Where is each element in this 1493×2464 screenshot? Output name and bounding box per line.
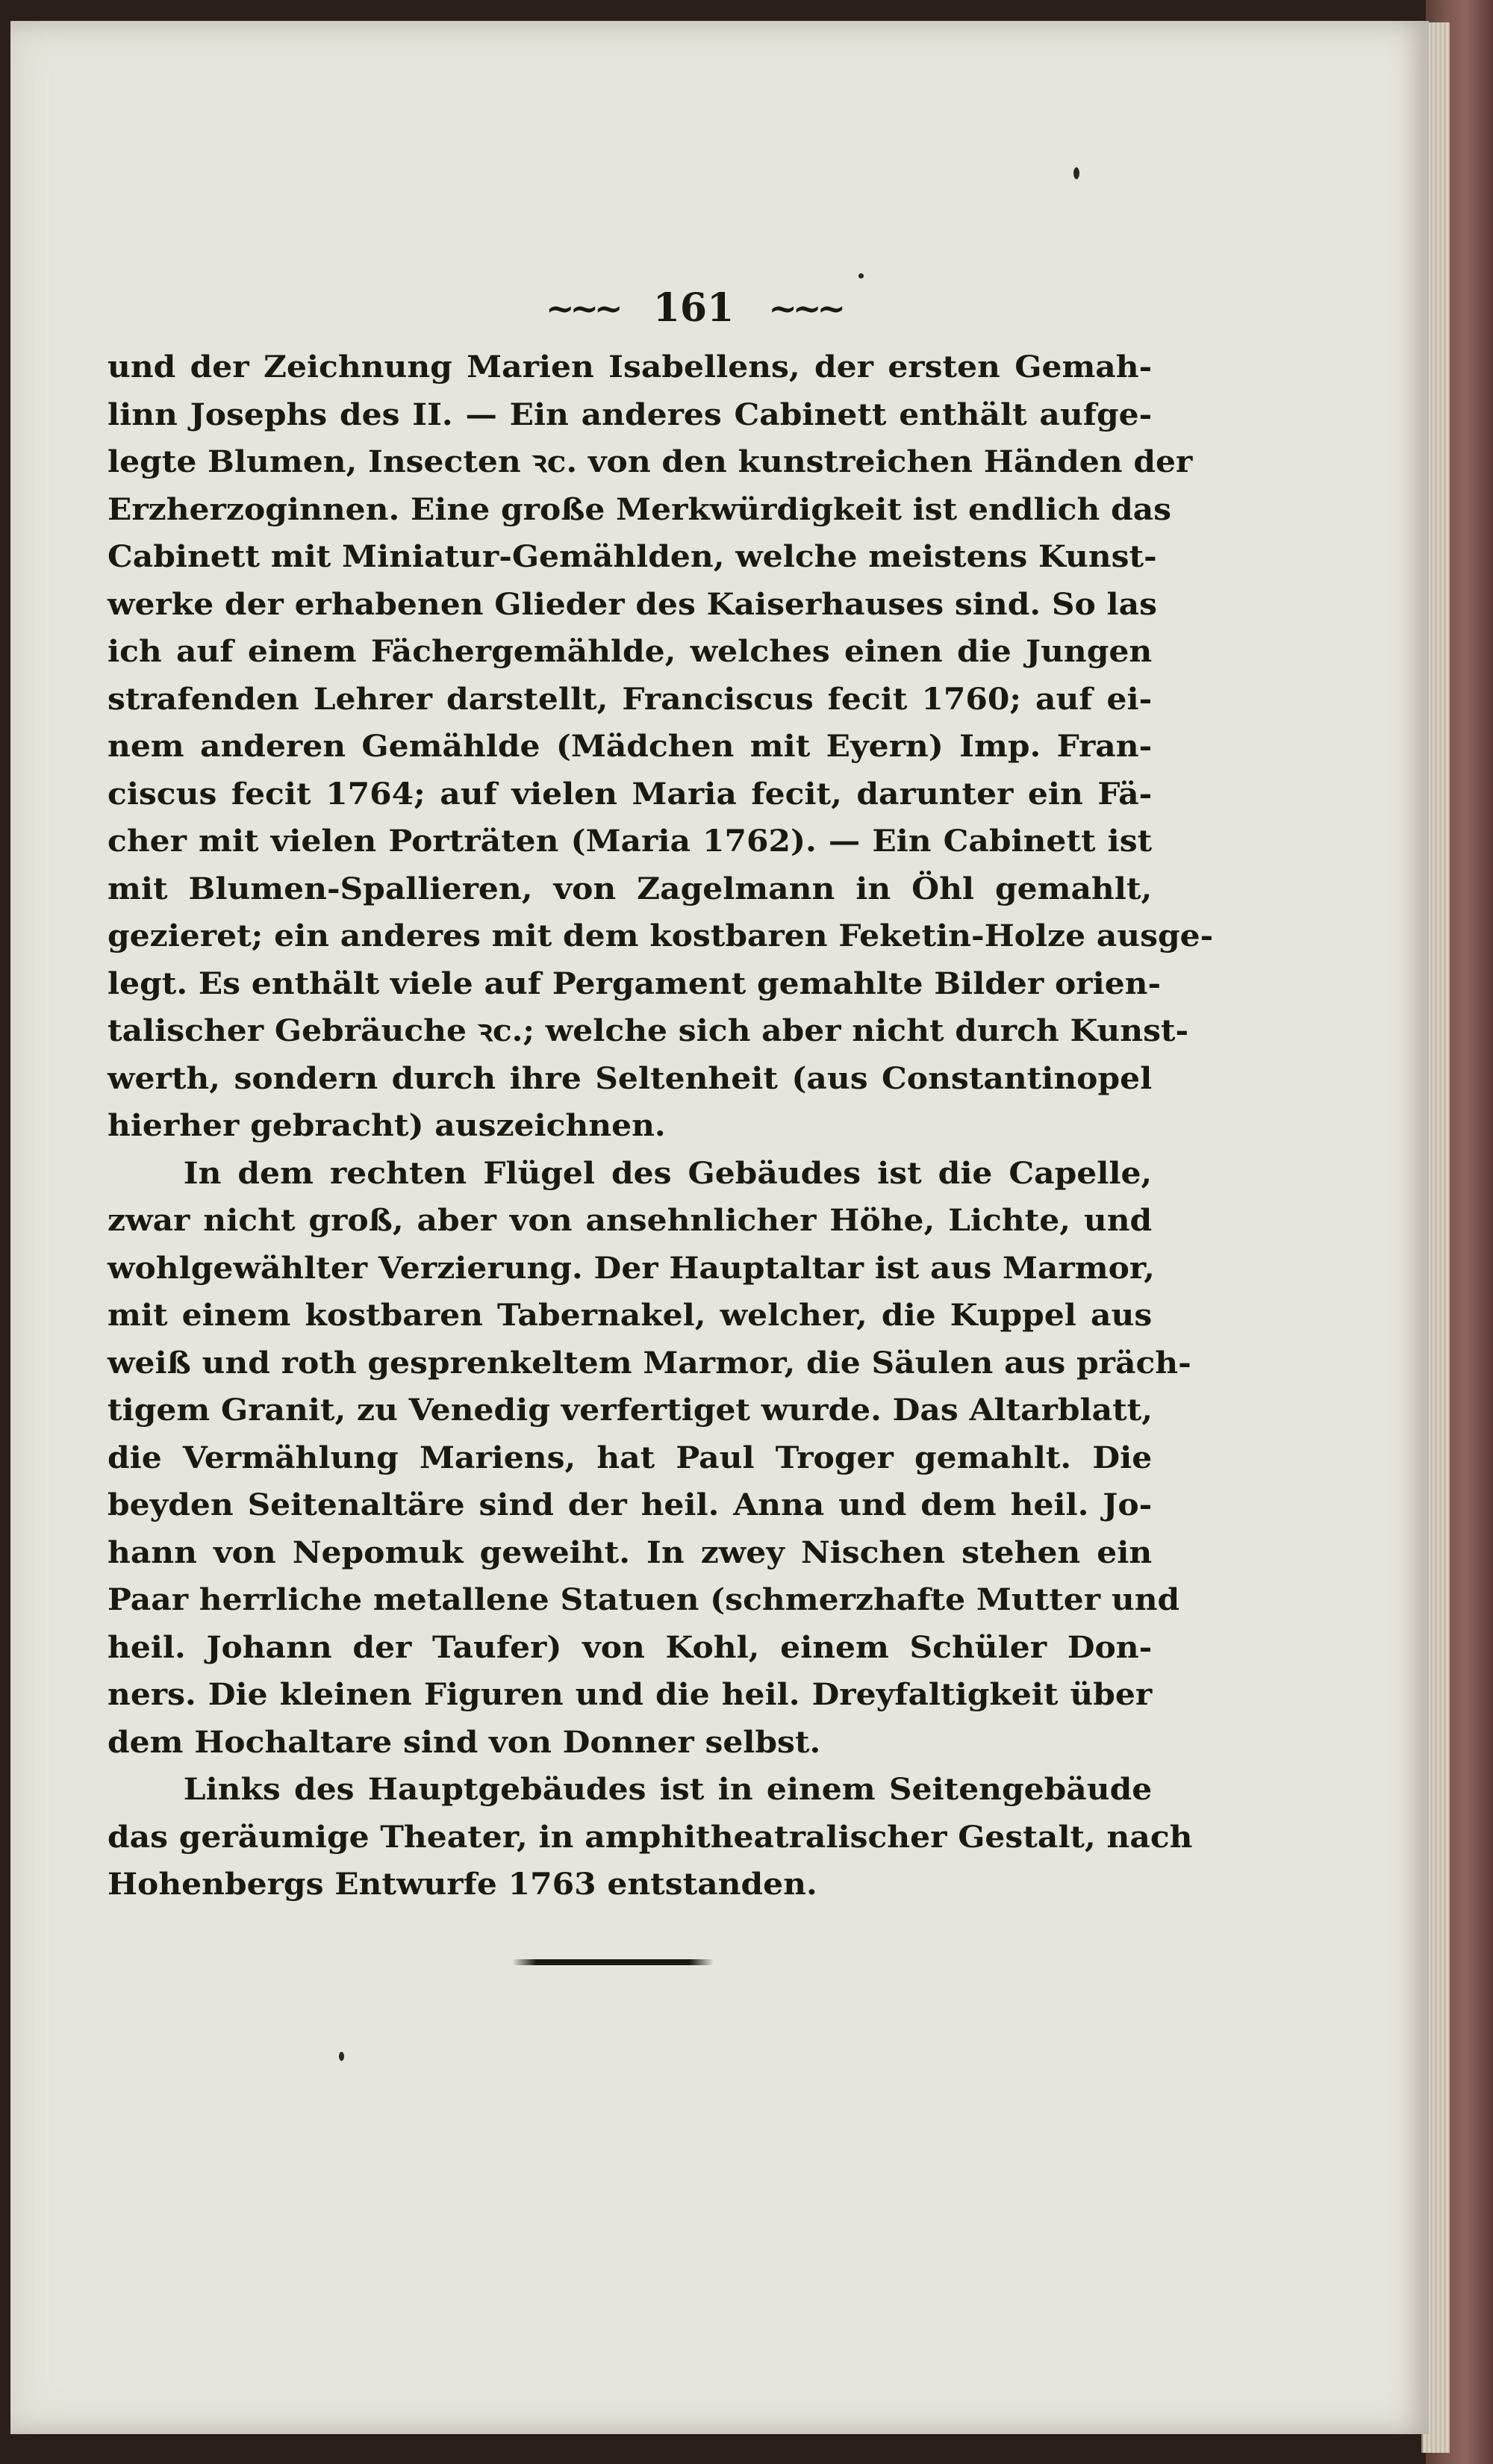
book-page (10, 21, 1429, 2434)
text-line: tigem Granit, zu Venedig verfertiget wurde. Das Altarblatt, (107, 1393, 1153, 1428)
text-line: gezieret; ein anderes mit dem kostbaren Feketin-Holze ausge- (107, 918, 1214, 953)
text-line: nem anderen Gemählde (Mädchen mit Eyern) Imp. Fran- (107, 729, 1153, 764)
text-line: Erzherzoginnen. Eine große Merkwürdigkeit ist endlich das (107, 491, 1172, 527)
end-rule (512, 1959, 714, 1965)
text-line: Links des Hauptgebäudes ist in einem Seitengebäude (183, 1772, 1153, 1807)
text-line: und der Zeichnung Marien Isabellens, der ersten Gemah- (107, 349, 1153, 385)
paper-speck (858, 273, 864, 279)
text-line: Paar herrliche metallene Statuen (schmerzhafte Mutter und (107, 1582, 1180, 1617)
text-line: das geräumige Theater, in amphitheatralischer Gestalt, nach (107, 1819, 1193, 1855)
text-line: In dem rechten Flügel des Gebäudes ist die Capelle, (183, 1155, 1153, 1191)
text-line: die Vermählung Mariens, hat Paul Troger gemahlt. Die (107, 1440, 1153, 1475)
paper-speck (339, 2052, 344, 2061)
text-line: heil. Johann der Taufer) von Kohl, einem Schüler Don- (107, 1629, 1153, 1665)
text-line: cher mit vielen Porträten (Maria 1762). — Ein Cabinett ist (107, 824, 1153, 859)
text-line: werke der erhabenen Glieder des Kaiserhauses sind. So las (107, 586, 1157, 622)
text-line: wohlgewählter Verzierung. Der Hauptaltar ist aus Marmor, (107, 1250, 1155, 1286)
paper-speck (1073, 167, 1079, 179)
page-body (107, 343, 1214, 1908)
text-line: hann von Nepomuk geweiht. In zwey Nischen stehen ein (107, 1534, 1153, 1570)
text-line: ciscus fecit 1764; auf vielen Maria fecit, darunter ein Fä- (107, 776, 1153, 812)
text-line: linn Josephs des II. — Ein anderes Cabinett enthält aufge- (107, 396, 1153, 432)
paragraph-1 (107, 343, 1214, 1150)
text-line: ners. Die kleinen Figuren und die heil. Dreyfaltigkeit über (107, 1677, 1153, 1712)
header-ornament-left: ~~~ (545, 287, 619, 329)
paragraph-2 (107, 1150, 1191, 1767)
text-line: mit einem kostbaren Tabernakel, welcher, die Kuppel aus (107, 1298, 1153, 1333)
paragraph-3 (107, 1766, 1193, 1908)
text-line: dem Hochaltare sind von Donner selbst. (107, 1724, 821, 1760)
text-line: zwar nicht groß, aber von ansehnlicher Höhe, Lichte, und (107, 1203, 1153, 1238)
page-number: 161 (652, 285, 735, 331)
text-line: weiß und roth gesprenkeltem Marmor, die Säulen aus präch- (107, 1345, 1191, 1381)
header-ornament-right: ~~~ (768, 287, 842, 329)
page-header (10, 282, 1377, 331)
text-line: strafenden Lehrer darstellt, Franciscus fecit 1760; auf ei- (107, 681, 1153, 717)
text-line: ich auf einem Fächergemählde, welches einen die Jungen (107, 634, 1153, 669)
text-line: legte Blumen, Insecten ꝛc. von den kunstreichen Händen der (107, 444, 1193, 479)
text-line: beyden Seitenaltäre sind der heil. Anna und dem heil. Jo- (107, 1487, 1153, 1522)
text-line: mit Blumen-Spallieren, von Zagelmann in Öhl gemahlt, (107, 871, 1153, 906)
text-line: hierher gebracht) auszeichnen. (107, 1108, 666, 1143)
text-line: talischer Gebräuche ꝛc.; welche sich aber nicht durch Kunst- (107, 1013, 1189, 1048)
text-line: werth, sondern durch ihre Seltenheit (aus Constantinopel (107, 1060, 1153, 1096)
text-line: legt. Es enthält viele auf Pergament gemahlte Bilder orien- (107, 965, 1162, 1001)
text-line: Cabinett mit Miniatur-Gemählden, welche meistens Kunst- (107, 539, 1157, 574)
text-line: Hohenbergs Entwurfe 1763 entstanden. (107, 1867, 817, 1902)
